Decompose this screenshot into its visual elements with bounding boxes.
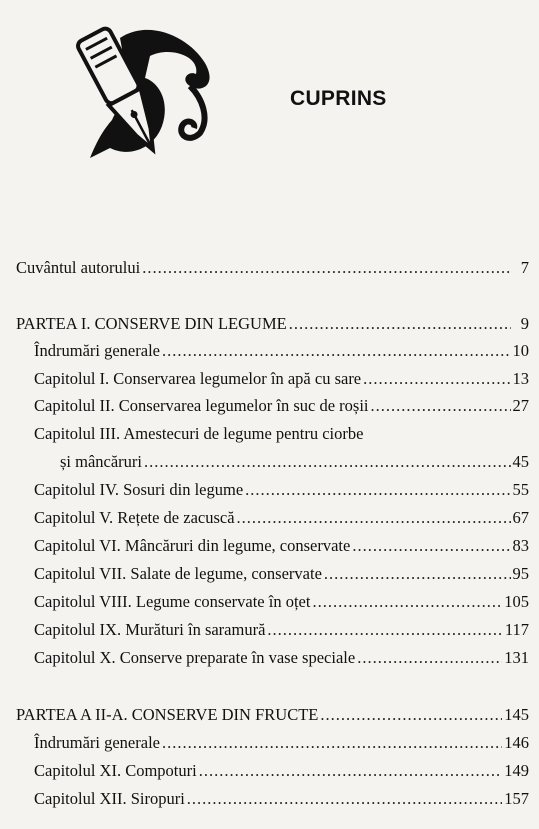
toc-entry-label: Capitolul IV. Sosuri din legume (34, 480, 244, 499)
toc-entry-first-line (34, 424, 529, 444)
toc-entry (60, 452, 529, 472)
toc-entry-label: Capitolul XI. Compoturi (34, 761, 197, 780)
fountain-pen-scroll-icon (50, 8, 220, 168)
dot-leader (237, 508, 511, 528)
toc-entry-page: 131 (504, 648, 529, 667)
toc-entry (16, 258, 529, 278)
toc-entry-page: 7 (520, 258, 529, 277)
dot-leader (267, 620, 502, 640)
toc-entry-page: 9 (520, 314, 529, 333)
toc-entry-page: 10 (512, 341, 529, 360)
toc-entry (34, 369, 529, 389)
toc-entry-page: 157 (504, 789, 529, 808)
toc-entry-label: Capitolul III. Amestecuri de legume pentru ciorbe (34, 424, 364, 443)
dot-leader (162, 733, 502, 753)
dot-leader (199, 761, 503, 781)
dot-leader (320, 705, 502, 725)
toc-entry-label: Capitolul VII. Salate de legume, conservate (34, 564, 322, 583)
toc-entry-label: Capitolul I. Conservarea legumelor în apă cu sare (34, 369, 362, 388)
toc-entry-page: 149 (504, 761, 529, 780)
toc-entry-page: 27 (512, 396, 529, 415)
page-title: CUPRINS (290, 87, 387, 110)
dot-leader (312, 592, 502, 612)
toc-entry (34, 789, 529, 809)
toc-entry-page: 95 (512, 564, 529, 583)
toc-entry-label: Îndrumări generale (34, 341, 160, 360)
dot-leader (144, 452, 510, 472)
toc-entry-page: 83 (512, 536, 529, 555)
dot-leader (245, 480, 510, 500)
toc-entry-label: PARTEA I. CONSERVE DIN LEGUME (16, 314, 287, 333)
toc-entry-page: 55 (512, 480, 529, 499)
toc-part-entry (16, 705, 529, 725)
toc-entry-page: 105 (504, 592, 529, 611)
toc-entry-label: Capitolul X. Conserve preparate în vase speciale (34, 648, 356, 667)
toc-entry (34, 564, 529, 584)
toc-entry (34, 396, 529, 416)
toc-entry-page: 67 (512, 508, 529, 527)
toc-entry-label-continued: și mâncăruri (60, 452, 143, 471)
toc-entry (34, 648, 529, 668)
toc-entry (34, 592, 529, 612)
dot-leader (371, 396, 511, 416)
toc-entry-page: 45 (512, 452, 529, 471)
toc-entry (34, 761, 529, 781)
toc-entry-label: Capitolul XII. Siropuri (34, 789, 185, 808)
toc-entry-label: Capitolul V. Rețete de zacuscă (34, 508, 235, 527)
dot-leader (352, 536, 510, 556)
dot-leader (187, 789, 502, 809)
toc-entry-label: Capitolul IX. Murături în saramură (34, 620, 266, 639)
toc-entry-label: PARTEA A II-A. CONSERVE DIN FRUCTE (16, 705, 319, 724)
toc-entry-label: Îndrumări generale (34, 733, 160, 752)
toc-entry-page: 146 (504, 733, 529, 752)
toc-entry-label: Capitolul VIII. Legume conservate în oțet (34, 592, 311, 611)
toc-entry (34, 480, 529, 500)
toc-entry-label: Capitolul VI. Mâncăruri din legume, conservate (34, 536, 351, 555)
dot-leader (142, 258, 511, 278)
toc-part-entry (16, 314, 529, 334)
toc-entry (34, 733, 529, 753)
toc-entry (34, 620, 529, 640)
toc-entry-page: 117 (504, 620, 529, 639)
toc-entry-label: Cuvântul autorului (16, 258, 141, 277)
toc-entry-page: 145 (504, 705, 529, 724)
dot-leader (162, 341, 511, 361)
toc-entry-label: Capitolul II. Conservarea legumelor în suc de roșii (34, 396, 369, 415)
toc-entry (34, 508, 529, 528)
dot-leader (363, 369, 510, 389)
toc-entry (34, 341, 529, 361)
dot-leader (357, 648, 502, 668)
dot-leader (324, 564, 511, 584)
toc-entry (34, 536, 529, 556)
dot-leader (289, 314, 511, 334)
toc-entry-page: 13 (512, 369, 529, 388)
